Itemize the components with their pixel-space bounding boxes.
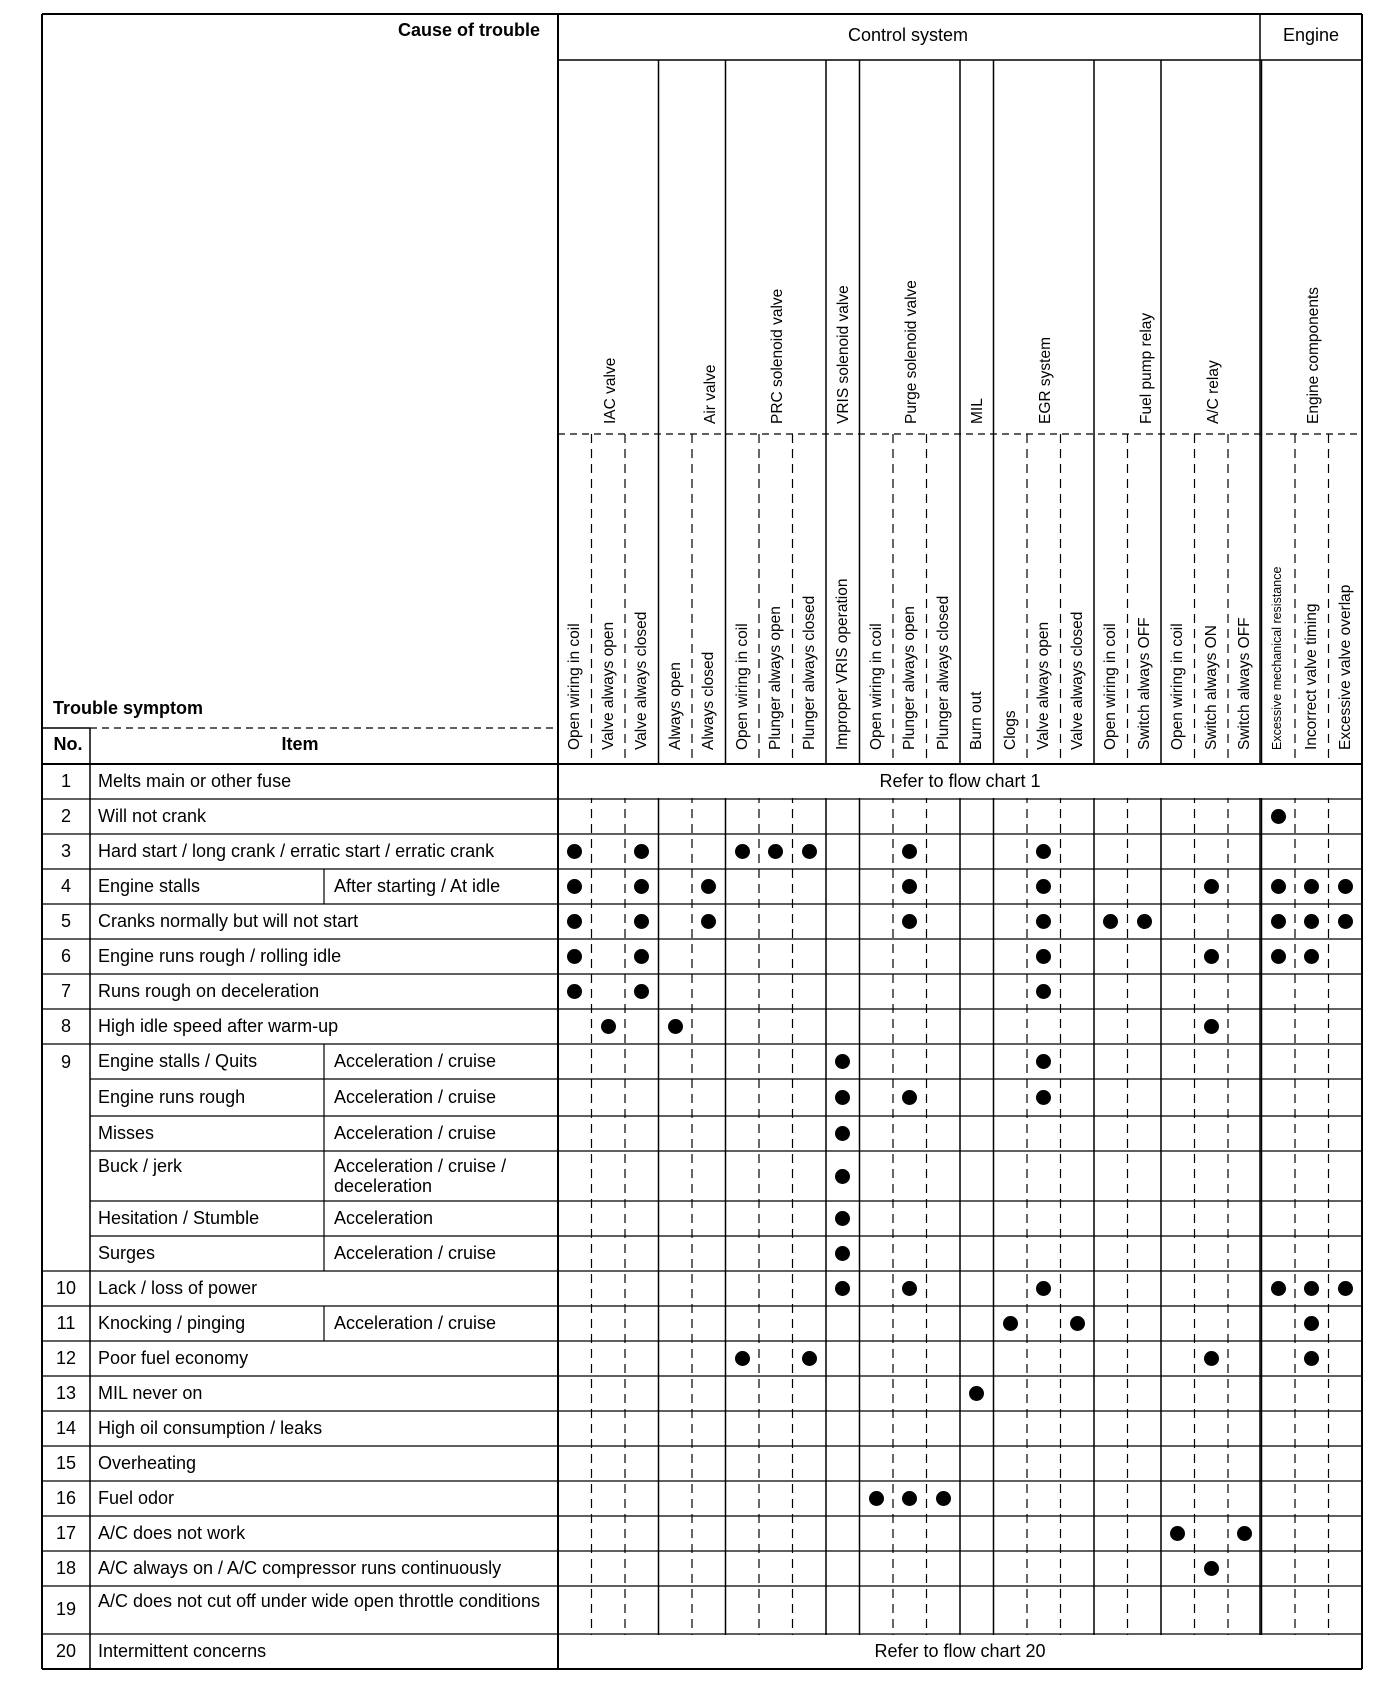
cause-mark (1271, 809, 1286, 824)
cause-label: Valve always closed (633, 611, 650, 750)
group-label: VRIS solenoid valve (835, 285, 852, 424)
symptom-item: MIL never on (98, 1382, 203, 1403)
cause-mark (1204, 949, 1219, 964)
row-number: 10 (55, 1277, 77, 1298)
trouble-symptom-label: Trouble symptom (53, 698, 204, 718)
row-number: 2 (60, 805, 71, 826)
symptom-item: Buck / jerk (98, 1156, 183, 1176)
symptom-item: Lack / loss of power (98, 1277, 258, 1298)
cause-label: Plunger always open (767, 606, 784, 750)
cause-mark (1271, 949, 1286, 964)
row-number: 6 (60, 945, 71, 966)
group-label: Engine components (1305, 286, 1322, 424)
symptom-condition: Acceleration / cruise (334, 1312, 497, 1333)
cause-label: Clogs (1001, 710, 1019, 750)
row-number: 3 (60, 840, 71, 861)
symptom-condition: Acceleration / cruise / deceleration (334, 1156, 507, 1196)
symptom-item: Surges (98, 1242, 156, 1263)
cause-label: Open wiring in coil (1169, 623, 1186, 750)
engine-header: Engine (1282, 25, 1340, 45)
symptom-item: Cranks normally but will not start (98, 910, 359, 931)
cause-label: Improper VRIS operation (834, 578, 851, 750)
cause-label: Open wiring in coil (1102, 623, 1119, 750)
symptom-item: Fuel odor (98, 1487, 175, 1508)
symptom-item: Misses (98, 1122, 155, 1143)
row-number: 1 (60, 770, 71, 791)
group-label: A/C relay (1204, 360, 1222, 424)
flow-chart-reference: Refer to flow chart 1 (879, 770, 1041, 791)
symptom-item: High idle speed after warm-up (98, 1015, 339, 1036)
cause-mark (1338, 914, 1353, 929)
group-label: PRC solenoid valve (769, 288, 786, 424)
row-number: 20 (55, 1640, 77, 1661)
row-number: 5 (60, 910, 71, 931)
cause-label: Switch always ON (1202, 625, 1220, 750)
cause-label: Excessive mechanical resistance (1269, 566, 1284, 750)
cause-label: Open wiring in coil (733, 623, 751, 750)
symptom-item: A/C does not cut off under wide open throttle conditions (98, 1591, 540, 1611)
cause-label: Burn out (968, 691, 985, 750)
symptom-item: Poor fuel economy (98, 1347, 249, 1368)
cause-mark (1003, 1316, 1018, 1331)
symptom-condition: Acceleration / cruise (334, 1050, 497, 1071)
cause-label: Open wiring in coil (867, 623, 885, 750)
symptom-item: Melts main or other fuse (98, 770, 292, 791)
symptom-item: A/C always on / A/C compressor runs continuously (98, 1557, 502, 1578)
symptom-item: Runs rough on deceleration (98, 980, 320, 1001)
row-number: 4 (60, 875, 71, 896)
symptom-condition: Acceleration / cruise (334, 1086, 497, 1107)
cause-label: Plunger always closed (800, 595, 818, 750)
cause-mark (668, 1019, 683, 1034)
symptom-item: Engine runs rough (98, 1086, 246, 1107)
cause-mark (1137, 914, 1152, 929)
cause-label: Switch always OFF (1135, 617, 1153, 750)
cause-mark (936, 1491, 951, 1506)
cause-label: Excessive valve overlap (1336, 584, 1354, 750)
cause-label: Plunger always open (901, 606, 918, 750)
cause-mark (1204, 1561, 1219, 1576)
cause-mark (1271, 879, 1286, 894)
cause-label: Always closed (700, 651, 717, 750)
group-label: MIL (969, 398, 986, 424)
row-number: 17 (55, 1522, 77, 1543)
cause-mark (1204, 879, 1219, 894)
flow-chart-reference: Refer to flow chart 20 (874, 1640, 1046, 1661)
cause-label: Valve always closed (1068, 611, 1086, 750)
cause-mark (1204, 1351, 1219, 1366)
cause-mark (601, 1019, 616, 1034)
cause-mark (1070, 1316, 1085, 1331)
symptom-item: Hard start / long crank / erratic start / erratic crank (98, 840, 495, 861)
item-column-header: Item (281, 734, 319, 754)
group-label: Fuel pump relay (1137, 312, 1155, 424)
row-number: 19 (55, 1599, 77, 1619)
group-label: IAC valve (601, 357, 619, 424)
cause-label: Switch always OFF (1236, 617, 1253, 750)
row-number: 15 (55, 1452, 77, 1473)
control-system-header: Control system (847, 25, 969, 45)
cause-label: Incorrect valve timing (1303, 603, 1320, 750)
symptom-item: Knocking / pinging (98, 1312, 246, 1333)
row-number: 9 (60, 1052, 71, 1072)
symptom-item: Engine stalls (98, 875, 201, 896)
cause-label: Open wiring in coil (566, 623, 583, 750)
cause-mark (1271, 1281, 1286, 1296)
row-number: 13 (55, 1382, 77, 1403)
symptom-item: Overheating (98, 1452, 197, 1473)
symptom-item: Will not crank (98, 805, 207, 826)
cause-mark (1338, 879, 1353, 894)
symptom-condition: Acceleration / cruise (334, 1242, 497, 1263)
group-label: Air valve (702, 364, 719, 424)
cause-mark (735, 1351, 750, 1366)
cause-of-trouble-label: Cause of trouble (398, 20, 541, 40)
row-number: 11 (56, 1312, 76, 1333)
symptom-item: Engine stalls / Quits (98, 1050, 258, 1071)
row-number: 8 (60, 1015, 71, 1036)
group-label: Purge solenoid valve (903, 280, 920, 424)
row-number: 7 (60, 980, 71, 1001)
row-number: 14 (55, 1417, 77, 1438)
symptom-item: A/C does not work (98, 1522, 246, 1543)
cause-mark (1204, 1019, 1219, 1034)
cause-mark (802, 844, 817, 859)
cause-label: Valve always open (1035, 621, 1052, 750)
row-number: 18 (55, 1557, 77, 1578)
symptom-condition: Acceleration (334, 1207, 434, 1228)
symptom-condition: Acceleration / cruise (334, 1122, 497, 1143)
cause-mark (1271, 914, 1286, 929)
cause-mark (835, 1169, 850, 1184)
symptom-item: Hesitation / Stumble (98, 1207, 260, 1228)
symptom-condition: After starting / At idle (334, 875, 501, 896)
cause-label: Plunger always closed (934, 595, 952, 750)
cause-mark (735, 844, 750, 859)
cause-label: Always open (666, 662, 684, 750)
cause-mark (869, 1491, 884, 1506)
cause-mark (802, 1351, 817, 1366)
group-label: EGR system (1037, 337, 1054, 424)
row-number: 16 (55, 1487, 77, 1508)
symptom-item: Intermittent concerns (98, 1640, 267, 1661)
row-number: 12 (55, 1347, 77, 1368)
symptom-item: High oil consumption / leaks (98, 1417, 323, 1438)
symptom-item: Engine runs rough / rolling idle (98, 945, 342, 966)
cause-mark (1338, 1281, 1353, 1296)
cause-label: Valve always open (599, 621, 617, 750)
no-column-header: No. (53, 734, 83, 754)
